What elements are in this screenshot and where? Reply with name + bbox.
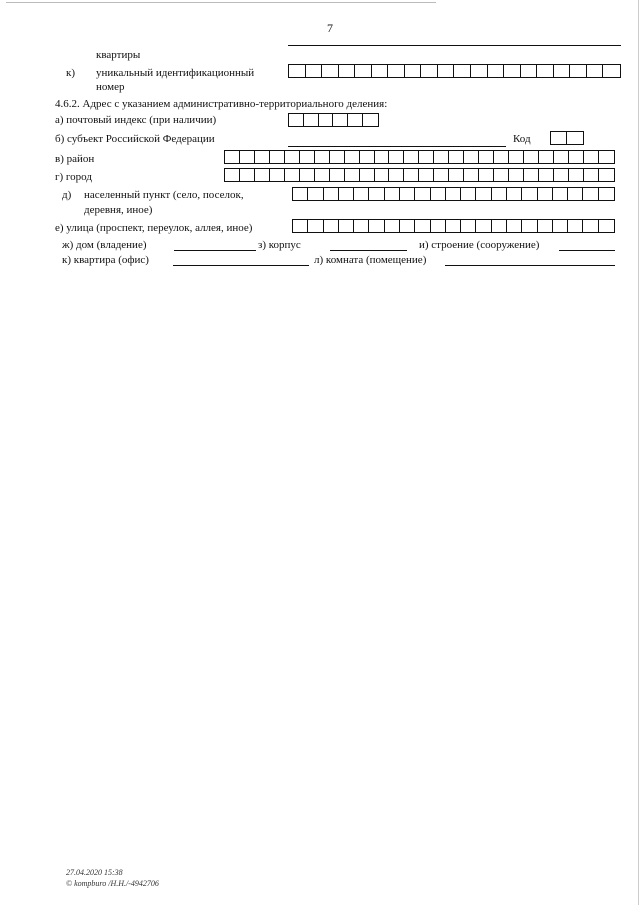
char-cell[interactable] — [385, 188, 400, 200]
char-cell[interactable] — [369, 188, 384, 200]
char-cell[interactable] — [431, 220, 446, 232]
char-cell[interactable] — [285, 169, 300, 181]
char-cell[interactable] — [479, 151, 494, 163]
char-cell[interactable] — [492, 220, 507, 232]
char-cell[interactable] — [431, 188, 446, 200]
footer-stamp: © kompburo /Н.Н./-4942706 — [66, 879, 159, 888]
char-cell[interactable] — [567, 132, 583, 144]
char-cell[interactable] — [330, 151, 345, 163]
code-label: Код — [513, 133, 531, 145]
footer-timestamp: 27.04.2020 15:38 — [66, 868, 123, 877]
char-cell[interactable] — [355, 65, 372, 77]
char-cell[interactable] — [415, 220, 430, 232]
structure-label: и) строение (сооружение) — [419, 239, 540, 251]
item-k-label-line1: уникальный идентификационный — [96, 67, 255, 79]
city-label: г) город — [55, 171, 92, 183]
char-cell[interactable] — [446, 188, 461, 200]
char-cell[interactable] — [240, 151, 255, 163]
char-cell[interactable] — [509, 169, 524, 181]
char-cell[interactable] — [289, 65, 306, 77]
char-cell[interactable] — [553, 220, 568, 232]
char-cell[interactable] — [587, 65, 604, 77]
postal-index-boxes[interactable] — [288, 113, 379, 127]
char-cell[interactable] — [553, 188, 568, 200]
char-cell[interactable] — [551, 132, 567, 144]
house-line[interactable] — [174, 250, 256, 251]
char-cell[interactable] — [570, 65, 587, 77]
char-cell[interactable] — [354, 220, 369, 232]
char-cell[interactable] — [509, 151, 524, 163]
continued-label: квартиры — [96, 49, 141, 61]
char-cell[interactable] — [348, 114, 363, 126]
char-cell[interactable] — [471, 65, 488, 77]
char-cell[interactable] — [603, 65, 620, 77]
char-cell[interactable] — [434, 151, 449, 163]
char-cell[interactable] — [522, 188, 537, 200]
char-cell[interactable] — [479, 169, 494, 181]
char-cell[interactable] — [464, 151, 479, 163]
char-cell[interactable] — [554, 169, 569, 181]
subject-label: б) субъект Российской Федерации — [55, 133, 215, 145]
apartment-label: к) квартира (офис) — [62, 254, 149, 266]
char-cell[interactable] — [389, 169, 404, 181]
settlement-letter: д) — [62, 189, 72, 201]
subject-line[interactable] — [288, 146, 506, 147]
char-cell[interactable] — [568, 220, 583, 232]
char-cell[interactable] — [522, 220, 537, 232]
code-boxes[interactable] — [550, 131, 584, 145]
structure-line[interactable] — [559, 250, 615, 251]
char-cell[interactable] — [569, 151, 584, 163]
char-cell[interactable] — [385, 220, 400, 232]
char-cell[interactable] — [404, 169, 419, 181]
char-cell[interactable] — [308, 188, 323, 200]
char-cell[interactable] — [354, 188, 369, 200]
char-cell[interactable] — [255, 151, 270, 163]
char-cell[interactable] — [524, 169, 539, 181]
top-underline — [288, 45, 621, 46]
page-number: 7 — [327, 21, 333, 35]
unique-id-boxes[interactable] — [288, 64, 621, 78]
settlement-boxes[interactable] — [292, 187, 615, 201]
char-cell[interactable] — [285, 151, 300, 163]
char-cell[interactable] — [388, 65, 405, 77]
char-cell[interactable] — [583, 220, 598, 232]
char-cell[interactable] — [599, 188, 614, 200]
street-label: е) улица (проспект, переулок, аллея, иное) — [55, 222, 253, 234]
char-cell[interactable] — [363, 114, 378, 126]
char-cell[interactable] — [599, 169, 614, 181]
char-cell[interactable] — [404, 151, 419, 163]
char-cell[interactable] — [225, 169, 240, 181]
char-cell[interactable] — [464, 169, 479, 181]
char-cell[interactable] — [449, 151, 464, 163]
char-cell[interactable] — [521, 65, 538, 77]
postal-index-label: а) почтовый индекс (при наличии) — [55, 114, 217, 126]
char-cell[interactable] — [300, 169, 315, 181]
char-cell[interactable] — [419, 151, 434, 163]
char-cell[interactable] — [372, 65, 389, 77]
char-cell[interactable] — [461, 188, 476, 200]
top-border-line — [6, 2, 436, 3]
building-line[interactable] — [330, 250, 407, 251]
char-cell[interactable] — [449, 169, 464, 181]
char-cell[interactable] — [539, 151, 554, 163]
char-cell[interactable] — [324, 220, 339, 232]
char-cell[interactable] — [375, 169, 390, 181]
district-boxes[interactable] — [224, 150, 615, 164]
char-cell[interactable] — [421, 65, 438, 77]
char-cell[interactable] — [293, 188, 308, 200]
char-cell[interactable] — [400, 220, 415, 232]
char-cell[interactable] — [369, 220, 384, 232]
char-cell[interactable] — [322, 65, 339, 77]
char-cell[interactable] — [306, 65, 323, 77]
char-cell[interactable] — [400, 188, 415, 200]
city-boxes[interactable] — [224, 168, 615, 182]
char-cell[interactable] — [539, 169, 554, 181]
apartment-line[interactable] — [173, 265, 309, 266]
item-k-label-line2: номер — [96, 81, 125, 93]
page-edge-line — [638, 0, 639, 905]
char-cell[interactable] — [319, 114, 334, 126]
char-cell[interactable] — [240, 169, 255, 181]
char-cell[interactable] — [339, 188, 354, 200]
char-cell[interactable] — [405, 65, 422, 77]
char-cell[interactable] — [476, 220, 491, 232]
char-cell[interactable] — [504, 65, 521, 77]
char-cell[interactable] — [599, 151, 614, 163]
char-cell[interactable] — [345, 151, 360, 163]
char-cell[interactable] — [419, 169, 434, 181]
char-cell[interactable] — [454, 65, 471, 77]
char-cell[interactable] — [492, 188, 507, 200]
house-label: ж) дом (владение) — [62, 239, 147, 251]
char-cell[interactable] — [293, 220, 308, 232]
char-cell[interactable] — [339, 220, 354, 232]
char-cell[interactable] — [569, 169, 584, 181]
district-label: в) район — [55, 153, 95, 165]
char-cell[interactable] — [583, 188, 598, 200]
char-cell[interactable] — [255, 169, 270, 181]
char-cell[interactable] — [524, 151, 539, 163]
char-cell[interactable] — [507, 220, 522, 232]
item-k-letter: к) — [66, 67, 76, 79]
char-cell[interactable] — [538, 220, 553, 232]
char-cell[interactable] — [584, 169, 599, 181]
street-boxes[interactable] — [292, 219, 615, 233]
char-cell[interactable] — [360, 169, 375, 181]
char-cell[interactable] — [315, 169, 330, 181]
settlement-label-line2: деревня, иное) — [84, 204, 153, 216]
char-cell[interactable] — [438, 65, 455, 77]
section-heading: 4.6.2. Адрес с указанием административно-территориального деления: — [55, 98, 388, 110]
char-cell[interactable] — [324, 188, 339, 200]
char-cell[interactable] — [538, 188, 553, 200]
char-cell[interactable] — [330, 169, 345, 181]
char-cell[interactable] — [415, 188, 430, 200]
char-cell[interactable] — [333, 114, 348, 126]
char-cell[interactable] — [599, 220, 614, 232]
char-cell[interactable] — [488, 65, 505, 77]
char-cell[interactable] — [554, 151, 569, 163]
room-label: л) комната (помещение) — [314, 254, 427, 266]
char-cell[interactable] — [568, 188, 583, 200]
char-cell[interactable] — [345, 169, 360, 181]
char-cell[interactable] — [494, 151, 509, 163]
char-cell[interactable] — [360, 151, 375, 163]
char-cell[interactable] — [446, 220, 461, 232]
char-cell[interactable] — [225, 151, 240, 163]
char-cell[interactable] — [289, 114, 304, 126]
char-cell[interactable] — [315, 151, 330, 163]
char-cell[interactable] — [434, 169, 449, 181]
char-cell[interactable] — [584, 151, 599, 163]
building-label: з) корпус — [258, 239, 301, 251]
char-cell[interactable] — [270, 169, 285, 181]
char-cell[interactable] — [461, 220, 476, 232]
char-cell[interactable] — [389, 151, 404, 163]
char-cell[interactable] — [304, 114, 319, 126]
settlement-label-line1: населенный пункт (село, поселок, — [84, 189, 244, 201]
char-cell[interactable] — [300, 151, 315, 163]
char-cell[interactable] — [375, 151, 390, 163]
char-cell[interactable] — [270, 151, 285, 163]
room-line[interactable] — [445, 265, 615, 266]
char-cell[interactable] — [554, 65, 571, 77]
char-cell[interactable] — [537, 65, 554, 77]
char-cell[interactable] — [308, 220, 323, 232]
char-cell[interactable] — [507, 188, 522, 200]
char-cell[interactable] — [494, 169, 509, 181]
char-cell[interactable] — [339, 65, 356, 77]
char-cell[interactable] — [476, 188, 491, 200]
